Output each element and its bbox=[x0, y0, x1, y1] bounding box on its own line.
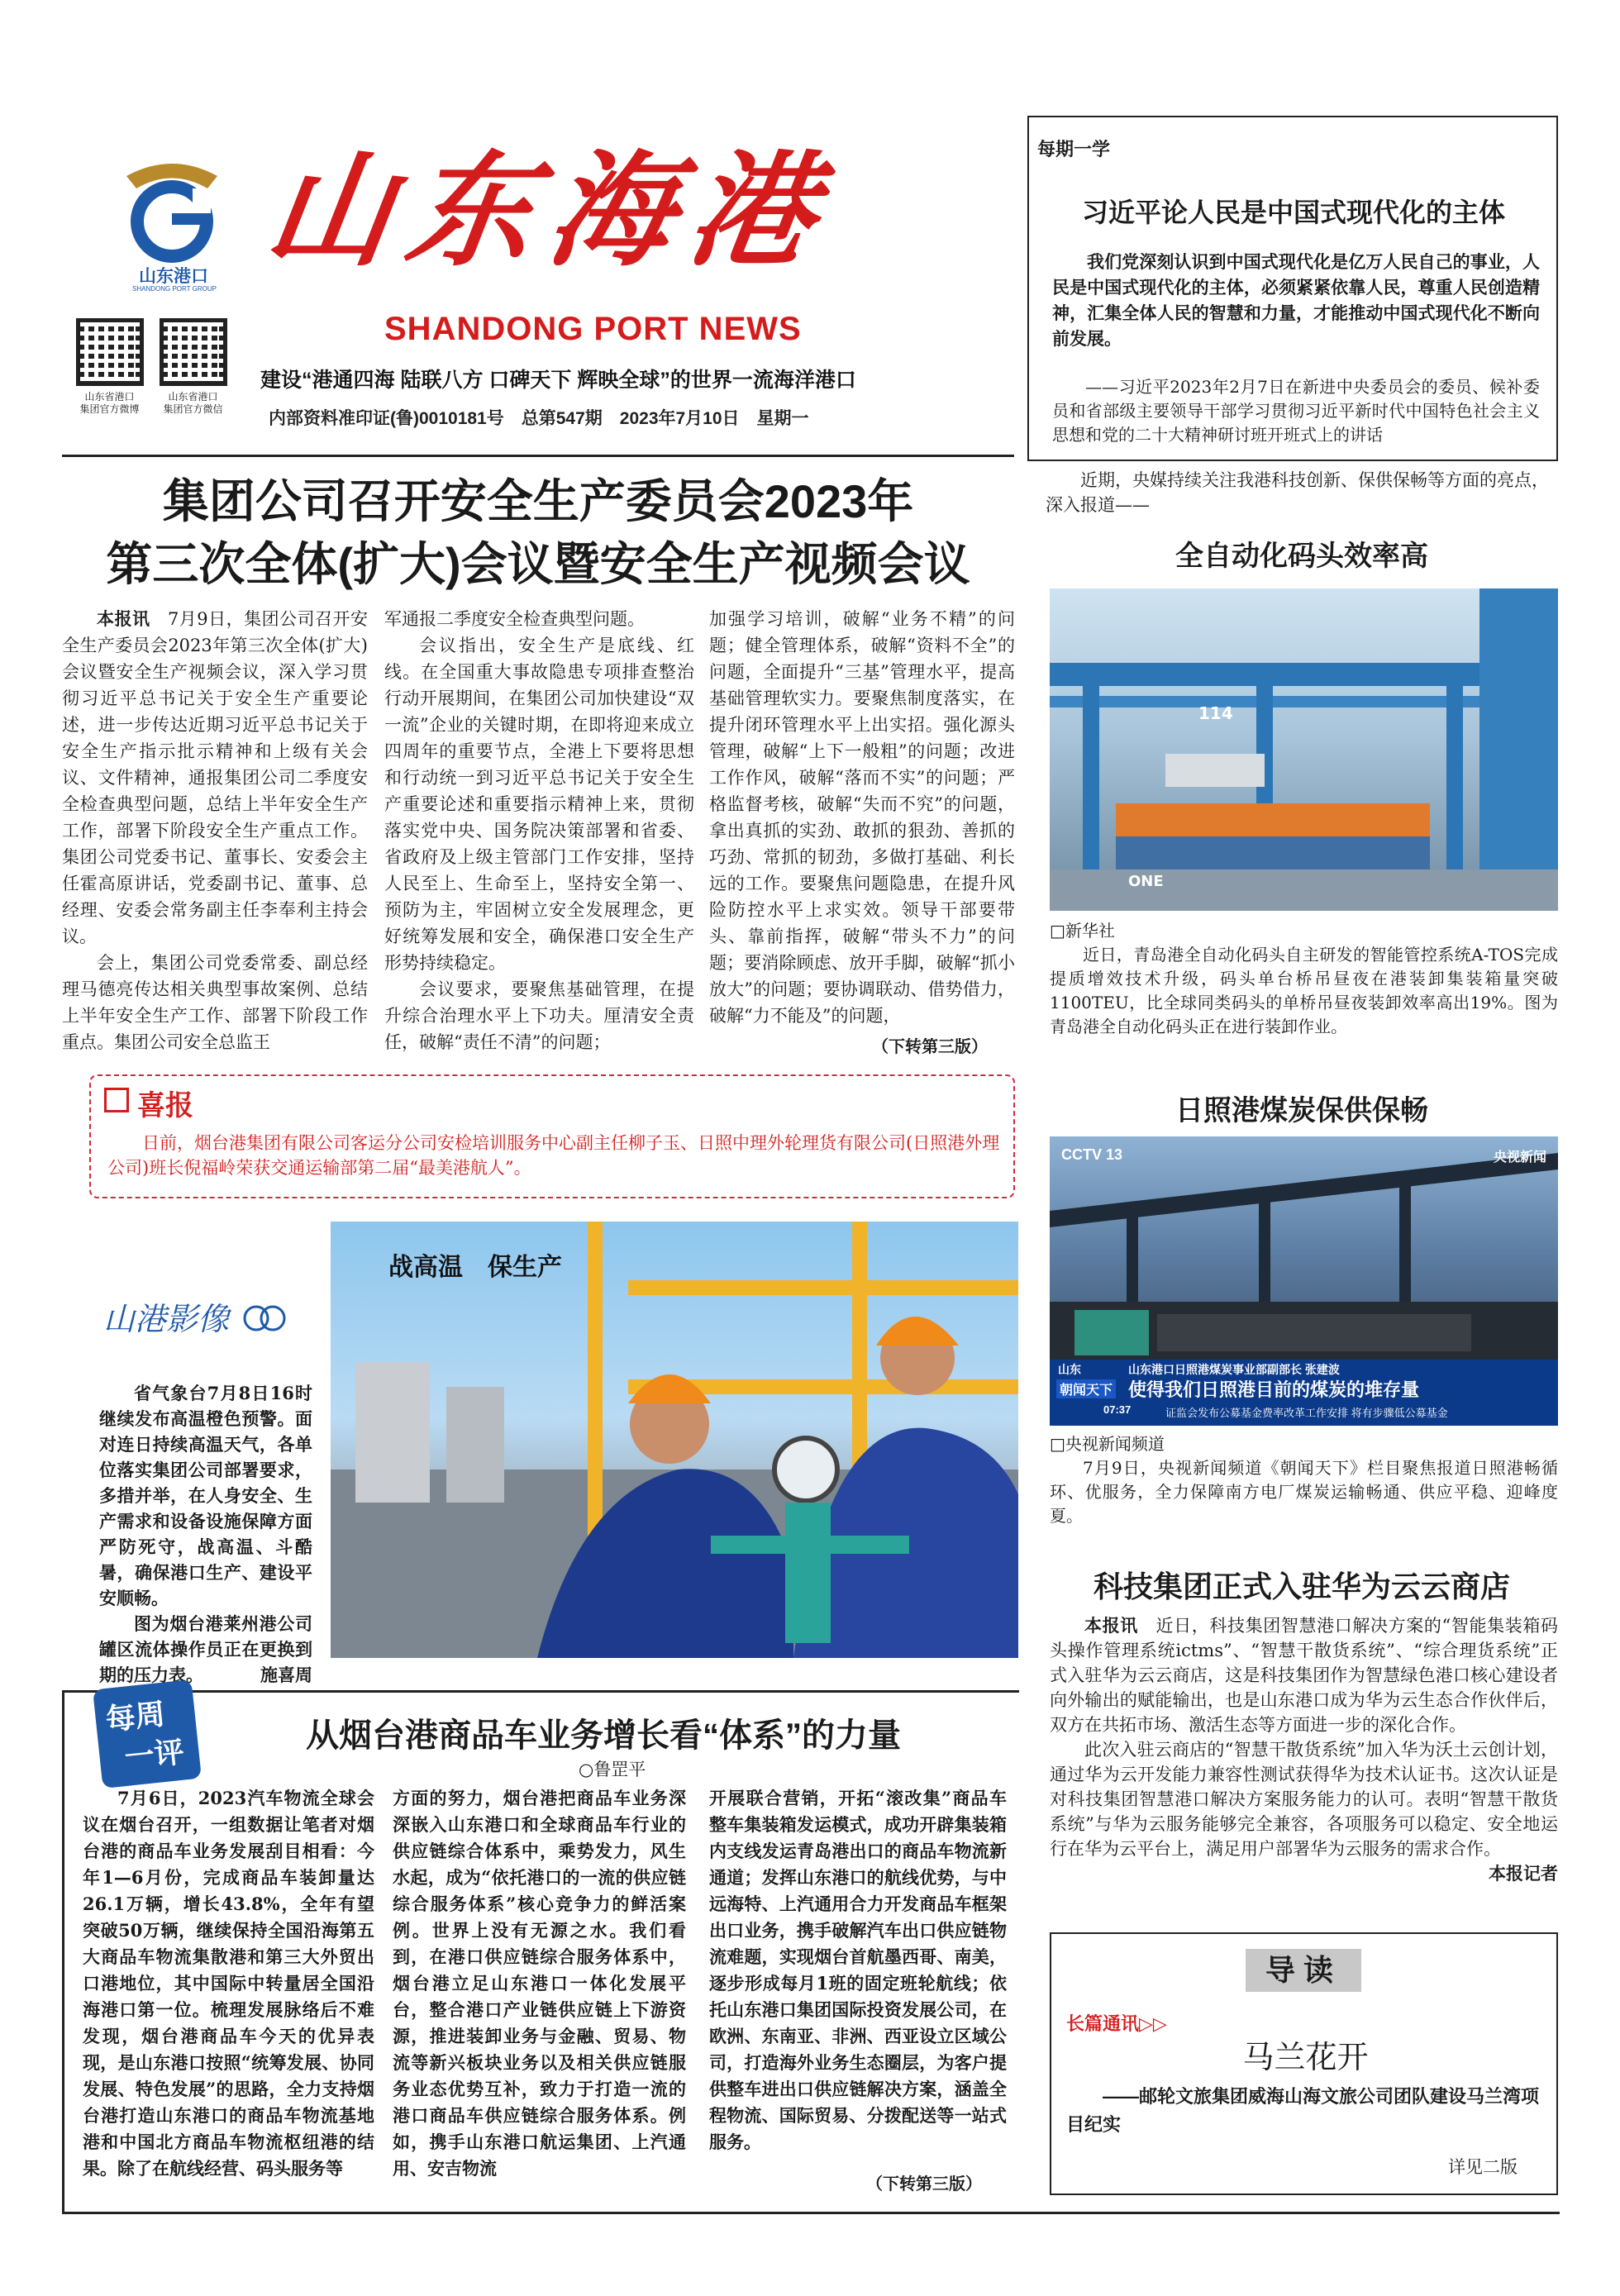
container-label: ONE bbox=[1128, 873, 1164, 890]
tv-location: 山东 bbox=[1058, 1363, 1081, 1376]
guide-subhead: ——邮轮文旅集团威海山海文旅公司团队建设马兰湾项目纪实 bbox=[1066, 2086, 1540, 2135]
weekly-study-label: 每期一学 bbox=[1037, 139, 1111, 160]
photo-feature-column-logo bbox=[99, 1293, 289, 1343]
coal-title: 日照港煤炭保供保畅 bbox=[1175, 1095, 1428, 1127]
masthead-title: 山东海港 bbox=[258, 138, 841, 283]
photo-feature-text: 省气象台7月8日16时继续发布高温橙色预警。面对连日持续高温天气，各单位落实集团公司部署要求，多措并举，在人身安全、生产需求和设备设施保障方面严防死守，战高温、斗酷暑，确保港口生产、建设平安顺畅。 bbox=[99, 1383, 312, 1608]
weekly-study-title: 习近平论人民是中国式现代化的主体 bbox=[1081, 198, 1505, 227]
weekly-review-text1: 7月6日，2023汽车物流全球会议在烟台召开，一组数据让笔者对烟台港的商品车业务发展刮目相看：今年1—6月份，完成商品车装卸量达26.1万辆，增长43.8%，全年有望突破50万辆，继续保持全国沿海第五大商品车物流集散港和第三大外贸出口港地位，其中国际中转量居全国沿海港口第一位。梳理发展脉络后不难发现，烟台港商品车今天的优异表现，是山东港口按照“统筹发展、协同发展、特色发展”的思路，全力支持烟台港打造山东港口的商品车物流基地港和中国北方商品车物流枢纽港的结果。除了在航线经营、码头服务等 bbox=[83, 1788, 374, 2179]
tv-subtitle: 使得我们日照港目前的煤炭的堆存量 bbox=[1128, 1379, 1420, 1400]
main-headline-line2: 第三次全体(扩大)会议暨安全生产视频会议 bbox=[106, 538, 970, 590]
photo-feature-author: 施喜周 bbox=[260, 1665, 312, 1685]
weekly-study-source: ——习近平2023年2月7日在新进中央委员会的委员、候补委员和省部级主要领导干部学习贯彻习近平新时代中国特色社会主义思想和党的二十大精神研讨班开班式上的讲话 bbox=[1052, 377, 1540, 445]
weekly-review-text2: 方面的努力，烟台港把商品车业务深深嵌入山东港口和全球商品车行业的供应链综合体系中，乘势发力，风生水起，成为“依托港口的一流的供应链综合服务体系”核心竞争力的鲜活案例。世界上没有无源之水。我们看到，在港口供应链综合服务体系中，烟台港立足山东港口一体化发展平台，整合港口产业链供应链上下游资源，推进装卸业务与金融、贸易、物流等新兴板块业务以及相关供应链服务业态优势互补，致力于打造一流的港口商品车供应链综合服务体系。例如，携手山东港口航运集团、上汽通用、安吉物流 bbox=[393, 1788, 686, 2179]
tech-author: 本报记者 bbox=[1489, 1863, 1558, 1884]
weekly-review-text3: 开展联合营销，开拓“滚改集”商品车整车集装箱发运模式，成功开辟集装箱内支线发运青岛港出口的商品车物流新通道；发挥山东港口的航线优势，与中远海特、上汽通用合力开发商品车框架出口业务，携手破解汽车出口供应链物流难题，实现烟台首航墨西哥、南美，逐步形成每月1班的固定班轮航线；依托山东港口集团国际投资发展公司，在欧洲、东南亚、非洲、西亚设立区域公司，打造海外业务生态圈层，为客户提供整车进出口供应链解决方案，涵盖全程物流、国际贸易、分拨配送等一站式服务。 bbox=[709, 1788, 1007, 2152]
automation-caption bbox=[1050, 919, 1558, 1039]
tv-name-line: 山东港口日照港煤炭事业部副部长 张建波 bbox=[1128, 1363, 1340, 1376]
weibo-qr-label: 山东省港口 集团官方微博 bbox=[79, 391, 140, 415]
tech-tag: 本报讯 bbox=[1084, 1615, 1138, 1636]
wechat-qr-label: 山东省港口 集团官方微信 bbox=[163, 391, 223, 415]
guide-headline: 马兰花开 bbox=[1242, 2039, 1369, 2075]
automation-title: 全自动化码头效率高 bbox=[1175, 541, 1428, 572]
main-story-continued: （下转第三版） bbox=[872, 1038, 988, 1056]
guide-box bbox=[1050, 1932, 1558, 2195]
tech-title: 科技集团正式入驻华为云云商店 bbox=[1093, 1570, 1510, 1603]
cctv-coal-screenshot bbox=[1050, 1136, 1558, 1426]
coal-credit: □央视新闻频道 bbox=[1050, 1434, 1165, 1454]
weekly-review-col1 bbox=[83, 1785, 374, 2182]
wechat-qr-code bbox=[160, 318, 227, 386]
guide-label: 长篇通讯▷▷ bbox=[1066, 2013, 1167, 2034]
photo-title: 战高温 保生产 bbox=[388, 1254, 562, 1281]
weekly-review-col2 bbox=[393, 1785, 686, 2182]
main-story-col1 bbox=[62, 606, 368, 1055]
automation-text: 近日，青岛港全自动化码头自主研发的智能管控系统A-TOS完成提质增效技术升级，码头单台桥吊昼夜在港装卸集装箱量突破1100TEU，比全球同类码头的单桥吊昼夜装卸效率高出19%。图为青岛港全自动化码头正在进行装卸作业。 bbox=[1050, 945, 1558, 1036]
automation-credit: □新华社 bbox=[1050, 921, 1115, 941]
automated-terminal-photo bbox=[1050, 588, 1558, 911]
page-bottom-rule bbox=[62, 2212, 1560, 2214]
masthead bbox=[62, 116, 1021, 463]
masthead-english-title: SHANDONG PORT NEWS bbox=[384, 311, 802, 347]
weekly-study-box bbox=[1027, 116, 1558, 461]
tv-time: 07:37 bbox=[1103, 1403, 1132, 1416]
tech-para2: 此次入驻云商店的“智慧干散货系统”加入华为沃土云创计划，通过华为云开发能力兼容性测试获得华为技术认证书。这次认证是对科技集团智慧港口解决方案服务能力的认可。表明“智慧干散货系统”与华为云服务能够完全兼容，各项服务可以稳定、安全地运行在华为云平台上，满足用户部署华为云服务的需求合作。 bbox=[1050, 1740, 1558, 1859]
good-news-checkbox-icon bbox=[104, 1088, 129, 1112]
tech-body bbox=[1050, 1613, 1558, 1886]
main-story-p3: 军通报二季度安全检查典型问题。 bbox=[384, 609, 645, 629]
weekly-review-badge-1: 每周 bbox=[103, 1696, 167, 1737]
weekly-review-continued: （下转第三版） bbox=[866, 2175, 982, 2194]
tv-ticker: 证监会发布公募基金费率改革工作安排 将有步骤低公募基金 bbox=[1165, 1407, 1448, 1419]
guide-page-ref: 详见二版 bbox=[1448, 2157, 1518, 2177]
coal-text: 7月9日，央视新闻频道《朝闻天下》栏目聚焦报道日照港畅循环、优服务，全力保障南方电厂煤炭运输畅通、供应平稳、迎峰度夏。 bbox=[1050, 1458, 1558, 1526]
photo-feature-caption: 图为烟台港莱州港公司罐区流体操作员正在更换到期的压力表。 bbox=[99, 1613, 312, 1685]
weekly-review-badge-2: 一评 bbox=[122, 1734, 186, 1774]
main-story-col3 bbox=[709, 606, 1015, 1029]
coal-caption bbox=[1050, 1432, 1558, 1528]
tv-logo: CCTV 13 bbox=[1061, 1146, 1123, 1163]
logo-label: 山东港口 bbox=[139, 267, 208, 286]
main-headline-line1: 集团公司召开安全生产委员会2023年 bbox=[162, 475, 914, 527]
sidebar-intro: 近期，央媒持续关注我港科技创新、保供保畅等方面的亮点，深入报道—— bbox=[1046, 470, 1549, 515]
main-story-p2: 会上，集团公司党委常委、副总经理马德亮传达相关典型事故案例、总结上半年安全生产工作、部署下阶段工作重点。集团公司安全总监王 bbox=[62, 953, 368, 1052]
main-story-p4: 会议指出，安全生产是底线、红线。在全国重大事故隐患专项排查整治行动开展期间，在集团公司加快建设“双一流”企业的关键时期，在即将迎来成立四周年的重要节点，全港上下要将思想和行动统一到习近平总书记关于安全生产重要论述和重要指示精神上来，贯彻落实党中央、国务院决策部署和省委、省政府及上级主管部门工作安排，坚持人民至上、生命至上，坚持安全第一、预防为主，牢固树立安全发展理念，更好统筹发展和安全，确保港口安全生产形势持续稳定。 bbox=[384, 636, 694, 973]
good-news-text: 日前，烟台港集团有限公司客运分公司安检培训服务中心副主任柳子玉、日照中理外轮理货有限公司(日照港外理公司)班长倪福岭荣获交通运输部第二届“最美港航人”。 bbox=[107, 1133, 1000, 1178]
weekly-study-quote: 我们党深刻认识到中国式现代化是亿万人民自己的事业，人民是中国式现代化的主体，必须紧紧依靠人民，尊重人民创造精神，汇集全体人民的智慧和力量，才能推动中国式现代化不断向前发展。 bbox=[1052, 253, 1540, 349]
tv-program: 朝闻天下 bbox=[1056, 1379, 1116, 1398]
weekly-review-title: 从烟台港商品车业务增长看“体系”的力量 bbox=[306, 1717, 901, 1754]
masthead-rule bbox=[62, 455, 1014, 457]
good-news-title: 喜报 bbox=[137, 1090, 193, 1122]
masthead-slogan: 建设“港通四海 陆联八方 口碑天下 辉映全球”的世界一流海洋港口 bbox=[260, 369, 856, 392]
main-story-tag: 本报讯 bbox=[97, 608, 150, 629]
weekly-review-author: ○鲁罡平 bbox=[579, 1760, 646, 1779]
tech-para1: 近日，科技集团智慧港口解决方案的“智能集装箱码头操作管理系统ictms”、“智慧干散货系统”、“综合理货系统”正式入驻华为云云商店，这是科技集团作为智慧绿色港口核心建设者向外输出的赋能输出，也是山东港口成为华为云生态合作伙伴后，双方在共拓市场、激活生态等方面进一步的深化合作。 bbox=[1050, 1616, 1559, 1735]
main-story-p6: 加强学习培训，破解“业务不精”的问题；健全管理体系，破解“资料不全”的问题，全面提升“三基”管理水平，提高基础管理软实力。要聚焦制度落实，在提升闭环管理水平上出实招。强化源头管理，破解“上下一般粗”的问题；改进工作作风，破解“落而不实”的问题；严格监督考核，破解“失而不究”的问题，拿出真抓的实劲、敢抓的狠劲、善抓的巧劲、常抓的韧劲，多做打基础、利长远的工作。要聚焦问题隐患，在提升风险防控水平上求实效。领导干部要带头、靠前指挥，破解“带头不力”的问题；要消除顾虑、放开手脚，破解“抓小放大”的问题；要协调联动、借势借力，破解“力不能及”的问题， bbox=[709, 609, 1015, 1026]
main-story-p5: 会议要求，要聚焦基础管理，在提升综合治理水平上下功夫。厘清安全责任，破解“责任不清”的问题； bbox=[384, 979, 694, 1052]
weekly-review-col3 bbox=[709, 1785, 1007, 2155]
good-news-box bbox=[89, 1074, 1015, 1198]
shandong-port-logo-icon bbox=[110, 155, 234, 263]
photo-feature-body bbox=[99, 1380, 312, 1688]
tv-lower-third bbox=[1050, 1360, 1558, 1426]
weibo-qr-code bbox=[76, 318, 144, 386]
weekly-review-badge bbox=[93, 1679, 202, 1789]
high-temperature-worker-photo bbox=[331, 1222, 1018, 1658]
tv-corner: 央视新闻 bbox=[1493, 1150, 1546, 1165]
main-story-p1: 7月9日，集团公司召开安全生产委员会2023年第三次全体(扩大)会议暨安全生产视频会议，深入学习贯彻习近平总书记关于安全生产重要论述，进一步传达近期习近平总书记关于安全生产指示批示精神和上级有关会议、文件精神，通报集团公司二季度安全检查典型问题，总结上半年安全生产工作，部署下阶段安全生产重点工作。集团公司党委书记、董事长、安委会主任霍高原讲话，党委副书记、董事、总经理、安委会常务副主任李奉利主持会议。 bbox=[62, 609, 368, 946]
main-story-col2 bbox=[384, 606, 694, 1055]
guide-title: 导读 bbox=[1246, 1949, 1361, 1992]
photo-feature-column-label: 山港影像 bbox=[103, 1301, 230, 1337]
logo-sub: SHANDONG PORT GROUP bbox=[132, 285, 217, 293]
issue-line: 内部资料准印证(鲁)0010181号 总第547期 2023年7月10日 星期一 bbox=[269, 409, 809, 428]
crane-number: 114 bbox=[1198, 703, 1233, 723]
